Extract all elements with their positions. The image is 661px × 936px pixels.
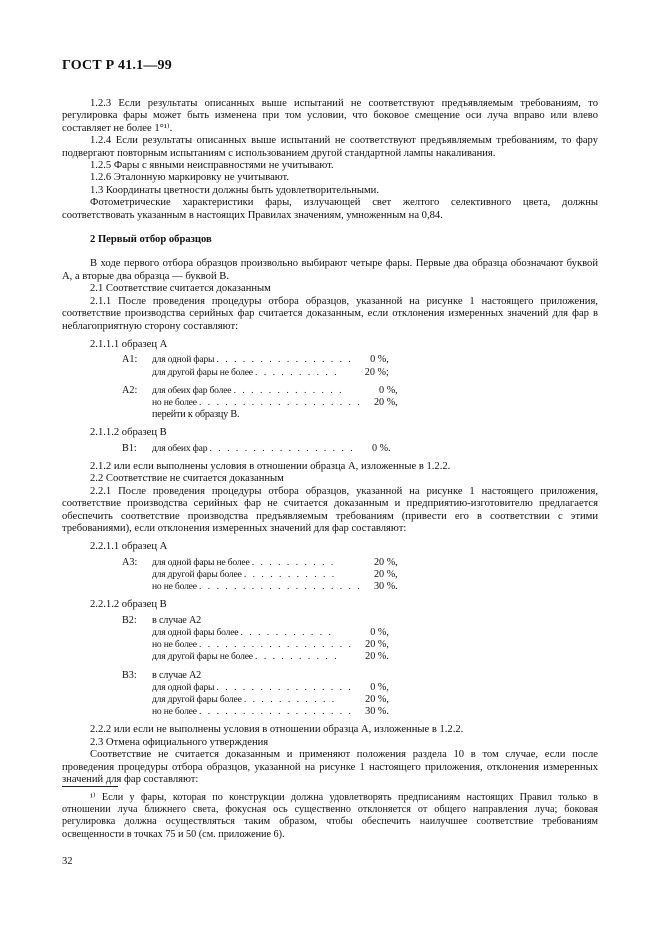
section-heading: 2 Первый отбор образцов bbox=[90, 234, 212, 246]
table-row bbox=[122, 615, 389, 627]
page-number: 32 bbox=[62, 856, 73, 867]
table-row bbox=[122, 557, 398, 569]
row-desc: для другой фары не более . . . . . . . . . . bbox=[152, 366, 339, 378]
paragraph-2-1-1-2: 2.1.1.2 образец В bbox=[90, 427, 167, 439]
row-code bbox=[122, 639, 152, 651]
table-b1 bbox=[122, 443, 391, 455]
table-row bbox=[122, 670, 389, 682]
row-value: 30 %. bbox=[373, 581, 398, 593]
row-code bbox=[122, 397, 152, 409]
row-code bbox=[122, 694, 152, 706]
row-desc: для одной фары . . . . . . . . . . . . . . . . bbox=[152, 681, 353, 693]
row-code: А1: bbox=[122, 354, 138, 366]
table-row bbox=[122, 397, 398, 409]
table-row bbox=[122, 627, 389, 639]
paragraph-1-2-6: 1.2.6 Эталонную маркировку не учитывают. bbox=[90, 172, 290, 184]
section-intro: В ходе первого отбора образцов произвольно выбирают четыре фары. Первые два образца обозначают буквой А, а вторые два образца — буквой В. bbox=[62, 258, 598, 282]
page-body bbox=[62, 98, 598, 786]
document-header: ГОСТ Р 41.1—99 bbox=[62, 58, 172, 73]
row-value bbox=[353, 615, 389, 627]
paragraph-1-2-3: 1.2.3 Если результаты описанных выше испытаний не соответствуют предъявляемым требованиям, то регулировка фары может быть изменена при том условии, что боковое смещение оси луча вправо или влево составляет не более 1°¹⁾. bbox=[62, 98, 598, 134]
row-desc: для обеих фар более . . . . . . . . . . . . . bbox=[152, 384, 344, 396]
paragraph-2-1-1-1: 2.1.1.1 образец А bbox=[90, 338, 168, 350]
row-code: В2: bbox=[122, 614, 137, 626]
row-code bbox=[122, 581, 152, 593]
table-row bbox=[122, 682, 389, 694]
row-value: 20 %. bbox=[365, 651, 389, 663]
paragraph-2-2-1: 2.2.1 После проведения процедуры отбора образцов, указанной на рисунке 1 настоящего приложения, соответствие производства серийных фар не считается доказанным и предприятию-изготовителю предлагается обеспечить соответствие производства предъявляемым требованиям (привести его в соответствии с этими требованиями), если отклонения измеренных значений для фар составляют: bbox=[62, 485, 598, 534]
paragraph-1-3: 1.3 Координаты цветности должны быть удовлетворительными. bbox=[90, 184, 380, 196]
table-b2 bbox=[122, 615, 389, 664]
table-row bbox=[122, 639, 389, 651]
row-value bbox=[353, 670, 389, 682]
row-value: 0 %, bbox=[370, 681, 389, 693]
table-row bbox=[122, 694, 389, 706]
row-value: 20 %, bbox=[373, 568, 398, 580]
table-b3 bbox=[122, 670, 389, 719]
row-value: 0 %, bbox=[379, 384, 398, 396]
paragraph-2-1-2: 2.1.2 или если выполнены условия в отношении образца А, изложенные в 1.2.2. bbox=[90, 460, 451, 472]
paragraph-photometric: Фотометрические характеристики фары, излучающей свет желтого селективного цвета, должны соответствовать указанным в настоящих Правилах значениям, умноженным на 0,84. bbox=[62, 197, 598, 221]
row-desc: для другой фары более . . . . . . . . . . . bbox=[152, 568, 337, 580]
table-row bbox=[122, 367, 389, 379]
row-code: А3: bbox=[122, 556, 138, 568]
row-value: 20 %, bbox=[373, 556, 398, 568]
row-value: 20 %, bbox=[365, 694, 389, 706]
table-row bbox=[122, 569, 398, 581]
row-desc: но не более . . . . . . . . . . . . . . . . . . bbox=[152, 639, 353, 651]
row-desc: для другой фары более . . . . . . . . . . . bbox=[152, 694, 337, 706]
table-row bbox=[122, 651, 389, 663]
table-a3 bbox=[122, 557, 398, 594]
row-code: В3: bbox=[122, 669, 137, 681]
table-row bbox=[122, 706, 389, 718]
footnote-divider bbox=[62, 786, 118, 787]
row-value: 20 %, bbox=[373, 396, 398, 408]
row-code bbox=[122, 569, 152, 581]
row-value: 20 %; bbox=[364, 366, 389, 378]
row-code bbox=[122, 367, 152, 379]
row-desc: для одной фары не более . . . . . . . . . . bbox=[152, 556, 336, 568]
paragraph-1-2-5: 1.2.5 Фары с явными неисправностями не учитывают. bbox=[90, 160, 334, 172]
table-row bbox=[122, 581, 398, 593]
paragraph-2-2: 2.2 Соответствие не считается доказанным bbox=[90, 473, 284, 485]
row-code bbox=[122, 706, 152, 718]
row-value: 20 %, bbox=[365, 639, 389, 651]
paragraph-1-2-4: 1.2.4 Если результаты описанных выше испытаний не соответствуют предъявляемым требованиям, то фару подвергают повторным испытаниям с использованием другой стандартной лампы накаливания. bbox=[62, 135, 598, 159]
paragraph-2-2-2: 2.2.2 или если не выполнены условия в отношении образца А, изложенные в 1.2.2. bbox=[90, 724, 464, 736]
paragraph-2-3-text: Соответствие не считается доказанным и применяют положения раздела 10 в том случае, если после проведения процедуры отбора образцов, указанной на рисунке 1 настоящего приложения, отклонения измеренных значений для фар составляют: bbox=[62, 749, 598, 786]
paragraph-2-1-1: 2.1.1 После проведения процедуры отбора образцов, указанной на рисунке 1 настоящего приложения, соответствие производства серийных фар считается доказанным, если отклонения измеренных значений для фар в неблагоприятную сторону составляют: bbox=[62, 295, 598, 332]
row-desc: для одной фары . . . . . . . . . . . . . . . . bbox=[152, 354, 353, 366]
footnote: ¹⁾ Если у фары, которая по конструкции должна удовлетворять предписаниям настоящих Правил только в отношении луча ближнего света, фокусная ось существенно отклоняется от общего направления луча; боковая регулировка должна осуществляться таким образом, чтобы обеспечить наилучшее соответствие требованиям освещенности в точках 75 и 50 (см. приложение 6). bbox=[62, 792, 598, 840]
row-desc: в случае А2 bbox=[152, 669, 202, 681]
table-a2 bbox=[122, 385, 398, 422]
row-code: А2: bbox=[122, 384, 138, 396]
table-row bbox=[122, 354, 389, 366]
row-value: 0 %. bbox=[371, 442, 391, 454]
row-code: В1: bbox=[122, 442, 137, 454]
row-desc: в случае А2 bbox=[152, 614, 202, 626]
table-row bbox=[122, 409, 398, 421]
row-desc: для одной фары более . . . . . . . . . . . bbox=[152, 627, 333, 638]
table-row bbox=[122, 443, 391, 455]
row-value bbox=[362, 409, 398, 421]
row-value: 30 %. bbox=[365, 706, 389, 718]
table-row bbox=[122, 385, 398, 397]
row-desc: но не более . . . . . . . . . . . . . . . . . . . bbox=[152, 581, 362, 593]
paragraph-2-2-1-2: 2.2.1.2 образец В bbox=[90, 599, 167, 611]
row-code bbox=[122, 409, 152, 421]
row-desc: но не более . . . . . . . . . . . . . . . . . . bbox=[152, 706, 353, 718]
row-desc: но не более . . . . . . . . . . . . . . . . . . . bbox=[152, 396, 362, 408]
paragraph-2-1: 2.1 Соответствие считается доказанным bbox=[90, 283, 271, 295]
table-a1 bbox=[122, 354, 389, 378]
paragraph-2-3: 2.3 Отмена официального утверждения bbox=[90, 736, 269, 748]
row-value: 0 %, bbox=[370, 627, 389, 638]
row-desc: для другой фары не более . . . . . . . . . . bbox=[152, 651, 339, 663]
row-value: 0 %, bbox=[370, 354, 389, 366]
paragraph-2-2-1-1: 2.2.1.1 образец А bbox=[90, 541, 168, 553]
row-desc: для обеих фар . . . . . . . . . . . . . . . . . bbox=[152, 442, 355, 454]
row-code bbox=[122, 627, 152, 639]
row-code bbox=[122, 682, 152, 694]
row-code bbox=[122, 651, 152, 663]
row-desc: перейти к образцу В. bbox=[152, 409, 240, 421]
